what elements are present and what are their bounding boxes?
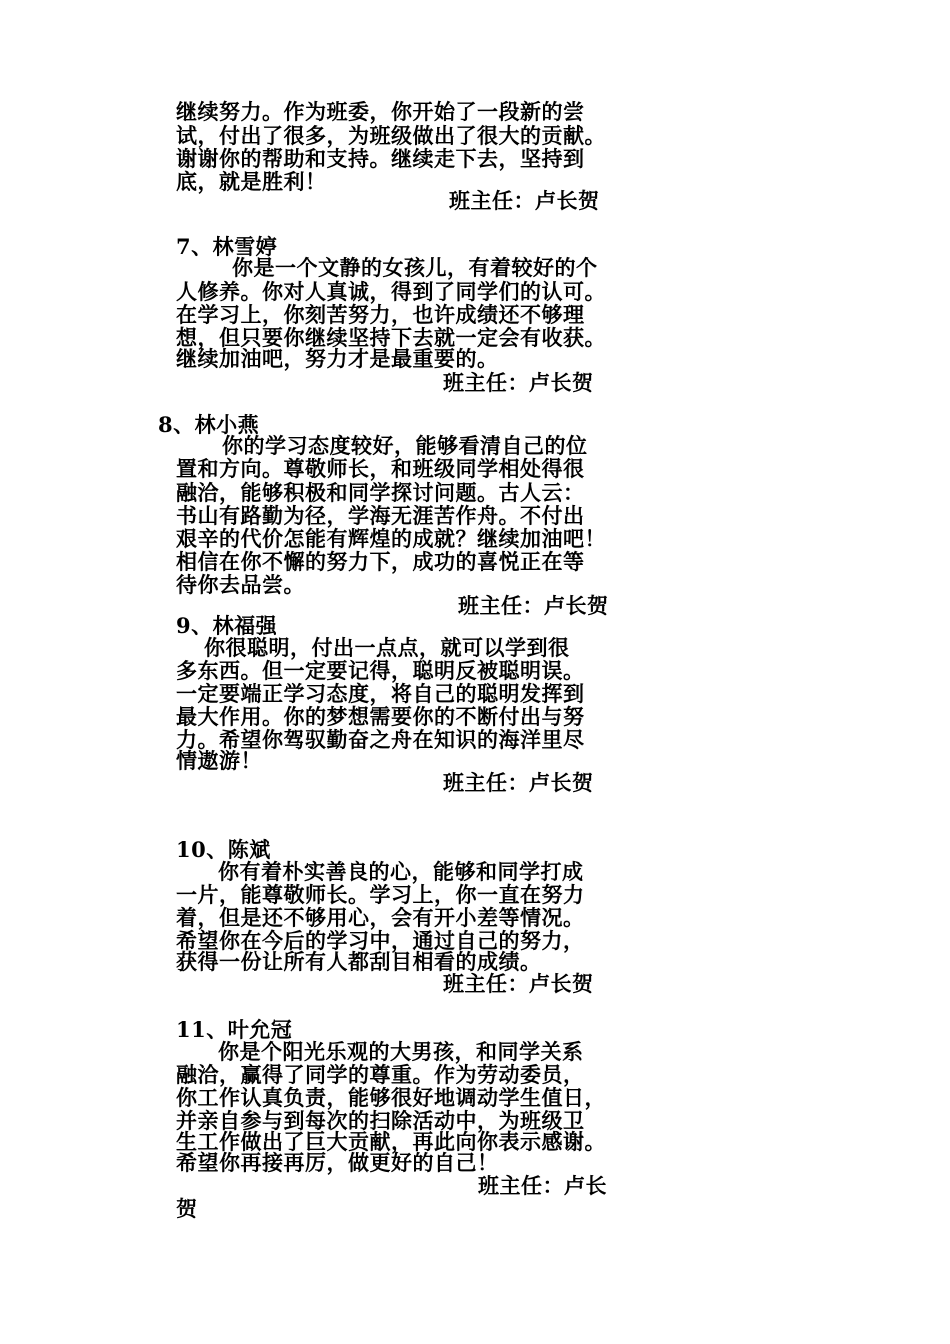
comment-line: 继续加油吧，努力才是最重要的。 [176,346,499,371]
comment-line: 想，但只要你继续坚持下去就一定会有收获。 [176,325,606,350]
comment-line: 希望你在今后的学习中，通过自己的努力， [176,928,585,953]
comment-line: 一片，能尊敬师长。学习上，你一直在努力 [176,882,585,907]
teacher-signature: 班主任：卢长贺 [443,770,594,795]
comment-line: 你工作认真负责，能够很好地调动学生值日， [176,1085,606,1110]
comment-line: 希望你再接再厉，做更好的自己！ [176,1150,499,1175]
comment-line: 你有着朴实善良的心，能够和同学打成 [218,859,584,884]
comment-line: 多东西。但一定要记得，聪明反被聪明误。 [176,658,585,683]
teacher-signature: 班主任：卢长贺 [458,593,609,618]
comment-line: 书山有路勤为径，学海无涯苦作舟。不付出 [176,503,585,528]
comment-line: 你是个阳光乐观的大男孩，和同学关系 [218,1039,584,1064]
comment-line: 相信在你不懈的努力下，成功的喜悦正在等 [176,549,585,574]
comment-line: 着，但是还不够用心，会有开小差等情况。 [176,905,585,930]
student-heading: 11、叶允冠 [176,1017,293,1042]
student-heading: 9、林福强 [176,613,278,638]
comment-line: 生工作做出了巨大贡献，再此向你表示感谢。 [176,1129,606,1154]
teacher-signature-wrap: 贺 [176,1196,198,1221]
comment-line: 谢谢你的帮助和支持。继续走下去，坚持到 [176,146,585,171]
teacher-signature: 班主任：卢长贺 [443,971,594,996]
comment-line: 情遨游！ [176,748,262,773]
comment-line: 力。希望你驾驭勤奋之舟在知识的海洋里尽 [176,727,585,752]
comment-line: 艰辛的代价怎能有辉煌的成就？继续加油吧！ [176,526,606,551]
comment-line: 获得一份让所有人都刮目相看的成绩。 [176,949,542,974]
teacher-signature: 班主任：卢长贺 [443,370,594,395]
comment-line: 试，付出了很多，为班级做出了很大的贡献。 [176,123,606,148]
comment-line: 你是一个文静的女孩儿，有着较好的个 [232,255,598,280]
comment-line: 你的学习态度较好，能够看清自己的位 [222,433,588,458]
comment-line: 继续努力。作为班委，你开始了一段新的尝 [176,99,585,124]
teacher-signature: 班主任：卢长 [478,1173,607,1198]
comment-line: 融洽，能够积极和同学探讨问题。古人云： [176,480,585,505]
comment-line: 一定要端正学习态度，将自己的聪明发挥到 [176,681,585,706]
comment-line: 融洽，赢得了同学的尊重。作为劳动委员， [176,1062,585,1087]
student-heading: 7、林雪婷 [176,234,278,259]
comment-line: 你很聪明，付出一点点，就可以学到很 [204,635,570,660]
comment-line: 底，就是胜利！ [176,169,327,194]
comment-line: 最大作用。你的梦想需要你的不断付出与努 [176,704,585,729]
comment-line: 并亲自参与到每次的扫除活动中，为班级卫 [176,1108,585,1133]
comment-line: 置和方向。尊敬师长，和班级同学相处得很 [176,456,585,481]
student-heading: 8、林小燕 [158,412,260,437]
comment-line: 在学习上，你刻苦努力，也许成绩还不够理 [176,302,585,327]
comment-line: 待你去品尝。 [176,572,305,597]
teacher-signature: 班主任：卢长贺 [449,188,600,213]
comment-line: 人修养。你对人真诚，得到了同学们的认可。 [176,279,606,304]
student-heading: 10、陈斌 [176,837,271,862]
